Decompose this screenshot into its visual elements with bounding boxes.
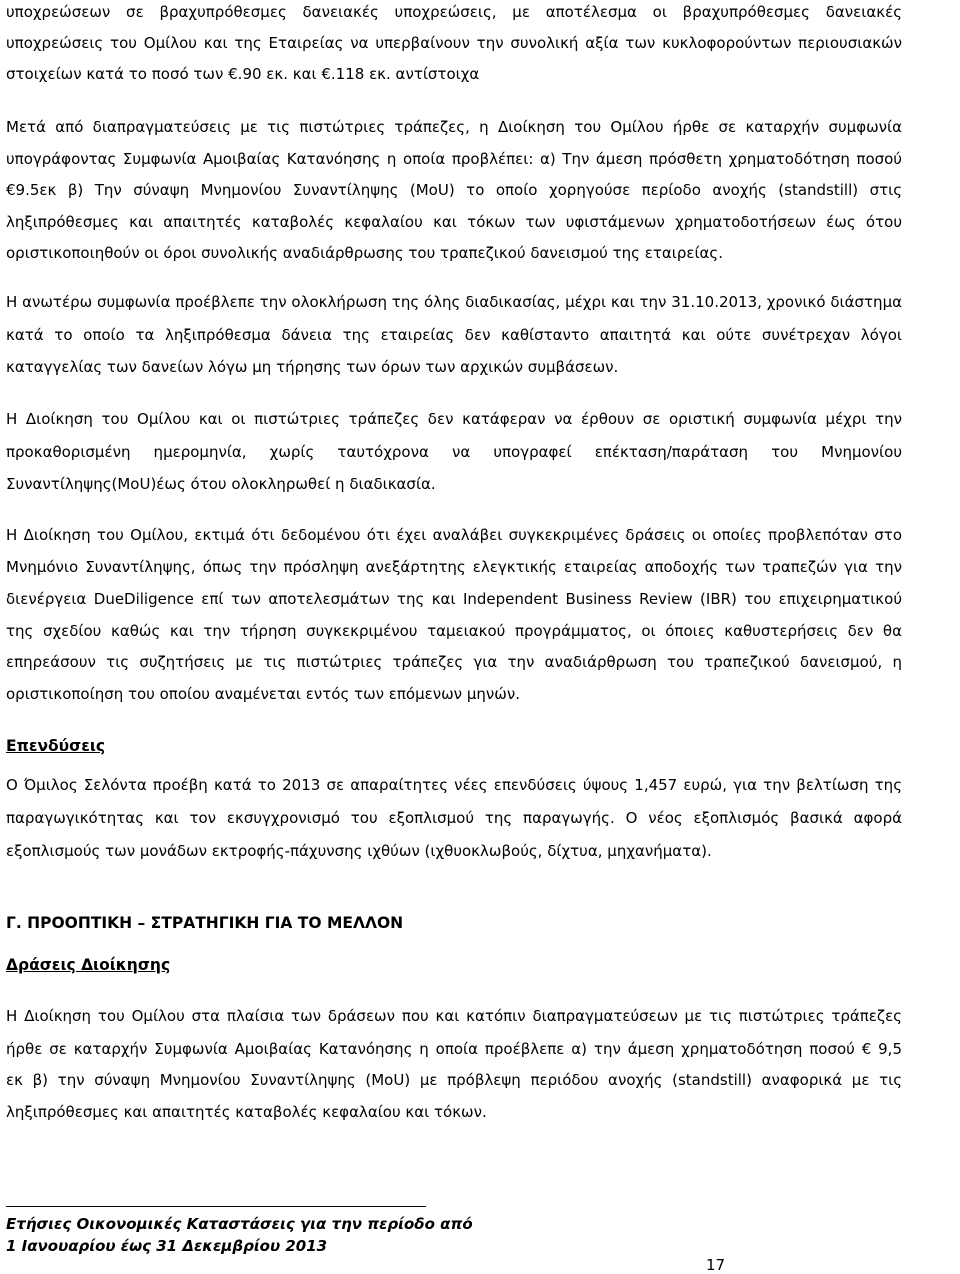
text-line: οριστικοποίηση του οποίου αναμένεται εντός των επόμενων μηνών. [6, 685, 520, 703]
text-line: Η Διοίκηση του Ομίλου, εκτιμά ότι δεδομένου ότι έχει αναλάβει συγκεκριμένες δράσεις οι οποίες προβλεπόταν στο [6, 526, 902, 544]
text-line: €9.5εκ β) Την σύναψη Μνημονίου Συναντίληψης (MoU) το οποίο χορηγούσε περίοδο ανοχής (standstill) στις [6, 181, 902, 199]
text-line: διενέργεια DueDiligence επί των αποτελεσμάτων της και Independent Business Review (IBR) του επιχειρηματικού [6, 590, 902, 608]
text-line: Η Διοίκηση του Ομίλου στα πλαίσια των δράσεων που και κατόπιν διαπραγματεύσεων με τις πιστώτριες τράπεζες [6, 1007, 902, 1025]
page-number: 17 [706, 1256, 726, 1274]
footer-divider [6, 1206, 426, 1207]
text-line: ληξιπρόθεσμες και απαιτητές καταβολές κεφαλαίου και τόκων. [6, 1103, 487, 1121]
text-line: οριστικοποιηθούν οι όροι συνολικής αναδιάρθρωσης του τραπεζικού δανεισμού της εταιρείας. [6, 244, 724, 262]
text-line: εκ β) την σύναψη Μνημονίου Συναντίληψης (MoU) με πρόβλεψη περιόδου ανοχής (standstill) αναφορικά με τις [6, 1071, 902, 1089]
subsection-heading-management-actions: Δράσεις Διοίκησης [6, 956, 171, 974]
text-line: καταγγελίας των δανείων λόγω μη τήρησης των όρων των αρχικών συμβάσεων. [6, 358, 619, 376]
text-line: υποχρεώσεων σε βραχυπρόθεσμες δανειακές υποχρεώσεις, με αποτέλεσμα οι βραχυπρόθεσμες δανειακές [6, 3, 902, 21]
text-line: προκαθορισμένη ημερομηνία, χωρίς ταυτόχρονα να υπογραφεί επέκταση/παράταση του Μνημονίου [6, 443, 902, 461]
text-line: στοιχείων κατά το ποσό των €.90 εκ. και €.118 εκ. αντίστοιχα [6, 65, 480, 83]
text-line: Μνημόνιο Συναντίληψης, όπως την πρόσληψη ανεξάρτητης ελεγκτικής εταιρείας αποδοχής των τραπεζών για την [6, 558, 902, 576]
text-line: υπογράφοντας Συμφωνία Αμοιβαίας Κατανόησης η οποία προβλέπει: α) Την άμεση πρόσθετη χρηματοδότηση ποσού [6, 150, 902, 168]
text-line: εξοπλισμούς των μονάδων εκτροφής-πάχυνσης ιχθύων (ιχθυοκλωβούς, δίχτυα, μηχανήματα). [6, 842, 712, 860]
text-line: Συναντίληψης(MoU)έως ότου ολοκληρωθεί η διαδικασία. [6, 475, 436, 493]
text-line: της σχεδίου καθώς και την τήρηση συγκεκριμένου ταμειακού προγράμματος, οι όποιες καθυστερήσεις δεν θα [6, 622, 902, 640]
text-line: επηρεάσουν τις συζητήσεις με τις πιστώτριες τράπεζες για την αναδιάρθρωση του τραπεζικού δανεισμού, η [6, 653, 902, 671]
text-line: Ο Όμιλος Σελόντα προέβη κατά το 2013 σε απαραίτητες νέες επενδύσεις ύψους 1,457 ευρώ, για την βελτίωση της [6, 776, 902, 794]
text-line: παραγωγικότητας και τον εκσυγχρονισμό του εξοπλισμού της παραγωγής. Ο νέος εξοπλισμός βασικά αφορά [6, 809, 902, 827]
text-line: κατά το οποίο τα ληξιπρόθεσμα δάνεια της εταιρείας δεν καθίσταντο απαιτητά και ούτε συνέτρεχαν λόγοι [6, 326, 902, 344]
text-line: Η Διοίκηση του Ομίλου και οι πιστώτριες τράπεζες δεν κατάφεραν να έρθουν σε οριστική συμφωνία μέχρι την [6, 410, 902, 428]
text-line: Η ανωτέρω συμφωνία προέβλεπε την ολοκλήρωση της όλης διαδικασίας, μέχρι και την 31.10.2013, χρονικό διάστημα [6, 293, 902, 311]
text-line: ήρθε σε καταρχήν Συμφωνία Αμοιβαίας Κατανόησης η οποία προέβλεπε α) την άμεση χρηματοδότηση ποσού € 9,5 [6, 1040, 902, 1058]
footer-period: 1 Ιανουαρίου έως 31 Δεκεμβρίου 2013 [6, 1237, 328, 1255]
section-heading-outlook: Γ. ΠΡΟΟΠΤΙΚΗ – ΣΤΡΑΤΗΓΙΚΗ ΓΙΑ ΤΟ ΜΕΛΛΟΝ [6, 914, 404, 932]
footer-title: Ετήσιες Οικονομικές Καταστάσεις για την περίοδο από [6, 1215, 473, 1233]
text-line: ληξιπρόθεσμες και απαιτητές καταβολές κεφαλαίου και τόκων των υφιστάμενων χρηματοδοτήσεων έως ότου [6, 213, 902, 231]
text-line: υποχρεώσεις του Ομίλου και της Εταιρείας να υπερβαίνουν την συνολική αξία των κυκλοφορούντων περιουσιακών [6, 34, 902, 52]
section-heading-investments: Επενδύσεις [6, 737, 106, 755]
text-line: Μετά από διαπραγματεύσεις με τις πιστώτριες τράπεζες, η Διοίκηση του Ομίλου ήρθε σε καταρχήν συμφωνία [6, 118, 902, 136]
